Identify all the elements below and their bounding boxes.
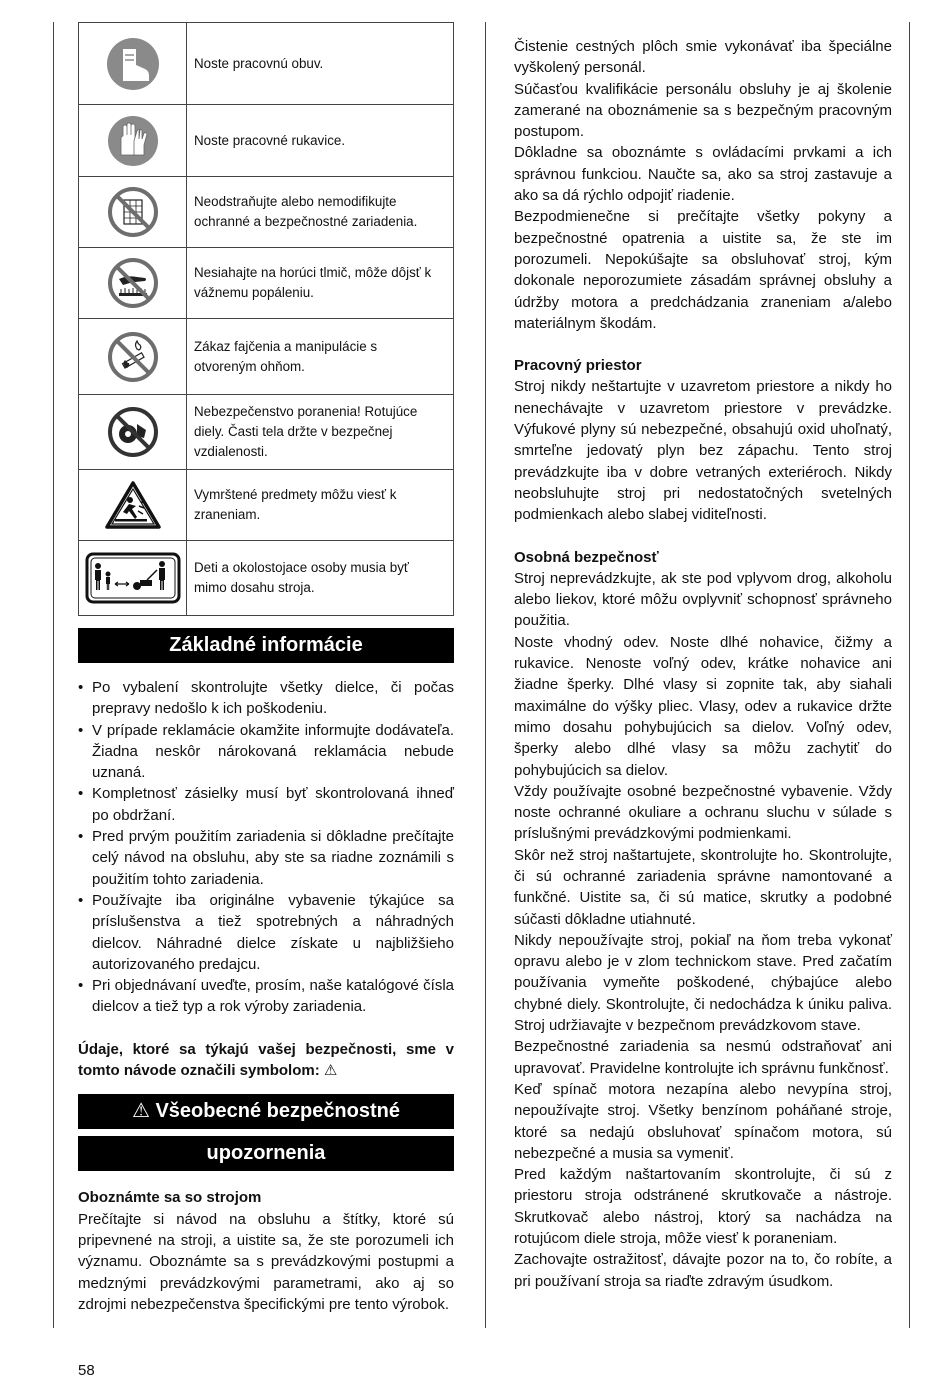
symbol-text: Neodstraňujte alebo nemodifikujte ochranné a bezpečnostné zariadenia. — [187, 177, 454, 248]
general-safety-heading-line1: ⚠ Všeobecné bezpečnostné — [78, 1094, 454, 1129]
paragraph: Noste vhodný odev. Noste dlhé nohavice, čižmy a rukavice. Nenoste voľný odev, krátke nohavice ani žiadne šperky. Dlhé vlasy si zopnite tak, aby siahali maximálne do výšky pliec. Vlasy, odev a rukavice držte mimo dosahu pohybujúcich sa dielov. Voľný odev, šperky alebo dlhé vlasy sa môžu zachytiť do pohybujúcich sa dielov. — [514, 633, 892, 779]
work-gloves-icon — [107, 115, 159, 167]
safety-symbol-note: Údaje, ktoré sa týkajú vašej bezpečnosti, sme v tomto návode označili symbolom: ⚠ — [78, 1040, 454, 1080]
paragraph: Súčasťou kvalifikácie personálu obsluhy je aj školenie zamerané na oboznámenie sa s bezpečným pracovným postupom. — [514, 80, 892, 141]
symbol-row — [79, 248, 454, 319]
section-heading-know-machine: Oboznámte sa so strojom — [78, 1189, 262, 1207]
symbol-row — [79, 177, 454, 248]
symbol-row — [79, 541, 454, 616]
list-item: • Po vybalení skontrolujte všetky dielce, či počas prepravy nedošlo k ich poškodeniu. — [78, 677, 454, 720]
rotating-parts-hazard-icon — [107, 406, 159, 458]
symbol-text: Deti a okolostojace osoby musia byť mimo dosahu stroja. — [187, 541, 454, 616]
work-boot-icon — [106, 37, 160, 91]
symbol-text: Nesiahajte na horúci tlmič, môže dôjsť k vážnemu popáleniu. — [187, 248, 454, 319]
no-touching-hot-muffler-icon — [107, 257, 159, 309]
safety-symbols-table — [78, 22, 454, 616]
section-heading-personal-safety: Osobná bezpečnosť — [514, 548, 659, 566]
basic-info-list — [78, 677, 454, 1018]
paragraph: Vždy používajte osobné bezpečnostné vybavenie. Vždy noste ochranné okuliare a ochranu sluchu v súlade s príslušnými prevádzkovými podmienkami. — [514, 782, 892, 843]
left-column — [78, 22, 454, 1315]
general-safety-heading-line2: upozornenia — [78, 1136, 454, 1171]
symbol-text: Zákaz fajčenia a manipulácie s otvoreným ohňom. — [187, 319, 454, 395]
symbol-row — [79, 105, 454, 177]
no-smoking-no-fire-icon — [107, 331, 159, 383]
symbol-text: Vymrštené predmety môžu viesť k zraneniam. — [187, 470, 454, 541]
list-item: • Kompletnosť zásielky musí byť skontrolovaná ihneď po obdržaní. — [78, 783, 454, 826]
list-item: • Používajte iba originálne vybavenie týkajúce sa príslušenstva a tiež spotrebných a náhradných dielcov. Náhradné dielce získate u najbližšieho autorizovaného predajcu. — [78, 890, 454, 975]
symbol-text: Noste pracovnú obuv. — [187, 23, 454, 105]
no-removing-guards-icon — [107, 186, 159, 238]
section-heading-workspace: Pracovný priestor — [514, 357, 642, 375]
symbol-row — [79, 395, 454, 470]
paragraph: Stroj neprevádzkujte, ak ste pod vplyvom drog, alkoholu alebo liekov, ktoré môžu ovplyvniť schopnosť správneho použitia. — [514, 569, 892, 630]
paragraph: Nikdy nepoužívajte stroj, pokiaľ na ňom treba vykonať opravu alebo je v zlom technickom stave. Pred začatím používania vymeňte poškodené, chýbajúce alebo chybné diely. Skontrolujte, či nedochádza k úniku paliva. Stroj udržiavajte v bezpečnom prevádzkovom stave. — [514, 931, 892, 1035]
right-margin-rule — [909, 22, 910, 1328]
paragraph: Skôr než stroj naštartujete, skontrolujte ho. Skontrolujte, či sú ochranné zariadenia správne namontované a funkčné. Uistite sa, či sú matice, skrutky a podobné súčasti dôkladne utiahnuté. — [514, 846, 892, 928]
symbol-row — [79, 23, 454, 105]
paragraph: Stroj nikdy neštartujte v uzavretom priestore a nikdy ho nenechávajte v uzavretom priestore v prevádzke. Výfukové plyny sú nebezpečné, obsahujú oxid uhoľnatý, smrteľne jedovatý plyn bez zápachu. Tento stroj prevádzkujte iba v dobre vetraných exteriéroch. Nikdy neobsluhujte stroj pri nedostatočných svetelných podmienkach alebo slabej viditeľnosti. — [514, 378, 892, 524]
list-item: • Pred prvým použitím zariadenia si dôkladne prečítajte celý návod na obsluhu, aby ste sa riadne zoznámili s použitím tohto zariadenia. — [78, 826, 454, 890]
paragraph: Pred každým naštartovaním skontrolujte, či sú z priestoru stroja odstránené skrutkovače a nástroje. Skrutkovač alebo nástroj, ktorý sa nachádza na rotujúcom diele stroja, môže viesť k poraneniam. — [514, 1166, 892, 1248]
right-column — [514, 36, 892, 1292]
paragraph: Prečítajte si návod na obsluhu a štítky, ktoré sú pripevnené na stroji, a uistite sa, že ste porozumeli ich významu. Oboznámte sa s prevádzkovými postupmi a medznými prevádzkovými parametrami, ako aj so zdrojmi nebezpečenstva špecifickými pre tento výrobok. — [78, 1210, 454, 1313]
symbol-text: Nebezpečenstvo poranenia! Rotujúce diely. Časti tela držte v bezpečnej vzdialenosti. — [187, 395, 454, 470]
paragraph: Keď spínač motora nezapína alebo nevypína stroj, nepoužívajte stroj. Všetky benzínom poháňané stroje, ktoré sa nedajú obsluhovať spínačom motora, sú nebezpečné a musia sa vymeniť. — [514, 1080, 892, 1162]
list-item: • Pri objednávaní uveďte, prosím, naše katalógové čísla dielcov a tiež typ a rok výroby zariadenia. — [78, 975, 454, 1018]
symbol-row — [79, 470, 454, 541]
list-item: • V prípade reklamácie okamžite informujte dodávateľa. Žiadna neskôr nárokovaná reklamácia nebude uznaná. — [78, 720, 454, 784]
paragraph: Čistenie cestných plôch smie vykonávať iba špeciálne vyškolený personál. — [514, 38, 892, 77]
flying-objects-warning-icon — [105, 480, 161, 530]
paragraph: Dôkladne sa oboznámte s ovládacími prvkami a ich správnou funkciou. Naučte sa, ako sa stroj zastavuje a ako sa dá rýchlo odpojiť riadenie. — [514, 144, 892, 205]
paragraph: Bezpečnostné zariadenia sa nesmú odstraňovať ani upravovať. Pravidelne kontrolujte ich správnu funkčnosť. — [514, 1038, 892, 1077]
basic-info-heading: Základné informácie — [78, 628, 454, 663]
paragraph: Zachovajte ostražitosť, dávajte pozor na to, čo robíte, a pri používaní stroja sa riaďte zdravým úsudkom. — [514, 1251, 892, 1290]
keep-bystanders-away-icon — [85, 552, 181, 604]
symbol-text: Noste pracovné rukavice. — [187, 105, 454, 177]
paragraph: Bezpodmienečne si prečítajte všetky pokyny a bezpečnostné opatrenia a uistite sa, že ste im porozumeli. Nepokúšajte sa obsluhovať stroj, kým dokonale neporozumiete zásadám správnej obsluhy a údržby motora a predchádzania zraneniam a/alebo materiálnym škodám. — [514, 208, 892, 332]
symbol-row — [79, 319, 454, 395]
left-margin-rule — [53, 22, 54, 1328]
page-number: 58 — [78, 1362, 95, 1379]
center-column-rule — [485, 22, 486, 1328]
